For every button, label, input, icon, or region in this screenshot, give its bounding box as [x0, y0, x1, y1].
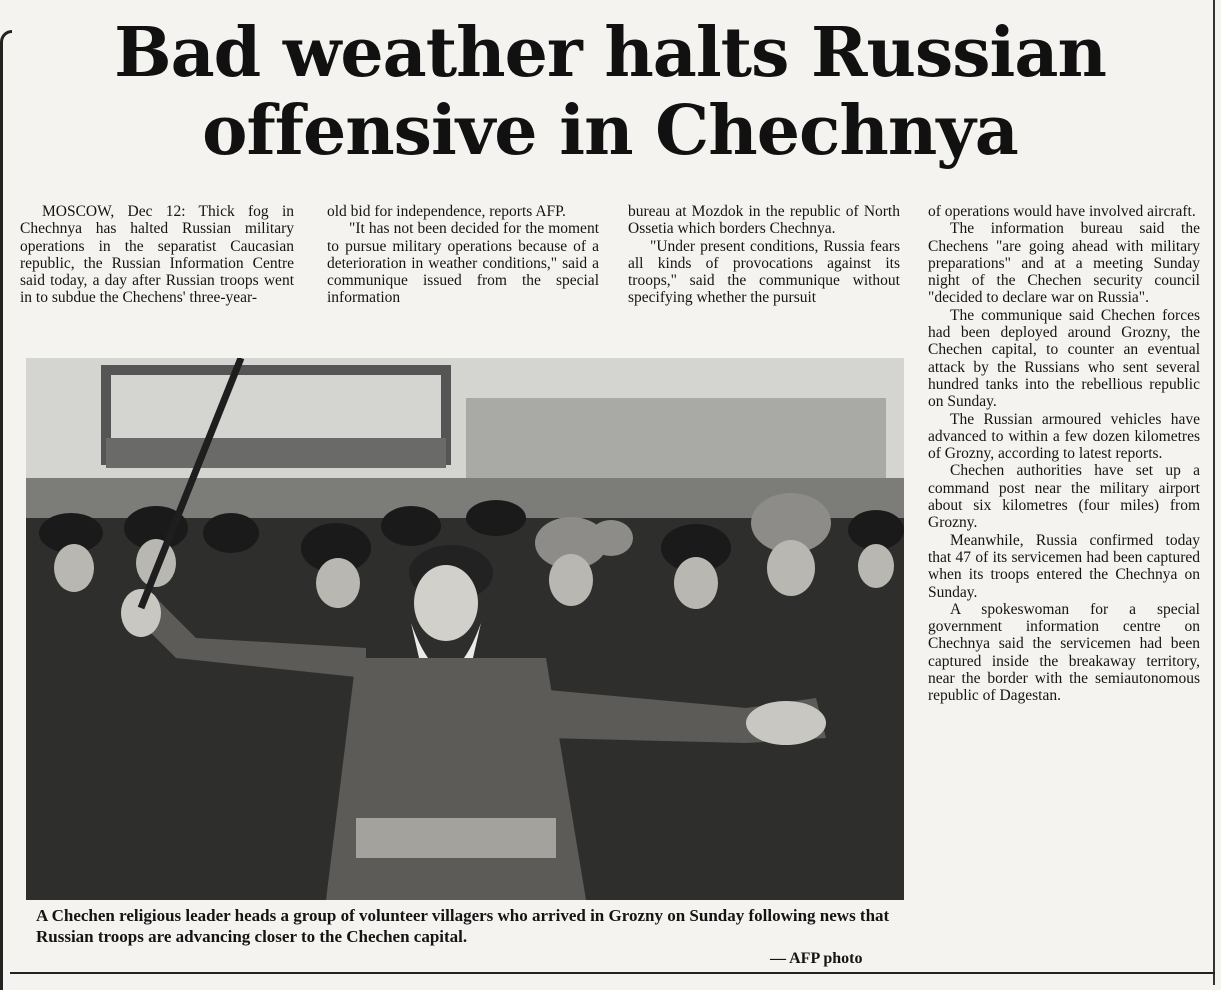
paragraph: Chechen authorities have set up a command post near the military airport about six kilometres (four miles) from Grozny.	[928, 462, 1200, 532]
crowd-photo-illustration	[26, 358, 904, 900]
paragraph: of operations would have involved aircraft.	[928, 203, 1196, 220]
news-photo	[26, 358, 904, 900]
photo-caption: A Chechen religious leader heads a group of volunteer villagers who arrived in Grozny on Sunday following news that Russian troops are advancing closer to the Chechen capital.	[36, 906, 890, 946]
paragraph: bureau at Mozdok in the republic of North Ossetia which borders Chechnya.	[628, 203, 900, 238]
article-column-4	[928, 203, 1200, 705]
paragraph: "Under present conditions, Russia fears all kinds of provocations against its troops," said the communique without specifying whether the pursuit	[628, 237, 900, 307]
paragraph: MOSCOW, Dec 12: Thick fog in Chechnya has halted Russian military operations in the separatist Caucasian republic, the Russian Information Centre said today, a day after Russian troops went in to subdue the Chechens' three-year-	[20, 203, 294, 307]
left-border-rule	[0, 30, 12, 990]
paragraph: old bid for independence, reports AFP.	[327, 203, 566, 220]
article-column-2	[327, 203, 599, 307]
paragraph: The information bureau said the Chechens "are going ahead with military preparations" and at a meeting Sunday night of the Chechen security council "decided to declare war on Russia".	[928, 220, 1200, 307]
paragraph: The communique said Chechen forces had been deployed around Grozny, the Chechen capital, to counter an eventual attack by the Russians who sent several hundred tanks into the rebellious republic on Sunday.	[928, 306, 1200, 411]
article-column-1	[20, 203, 294, 307]
paragraph: A spokeswoman for a special government information centre on Chechnya said the servicemen had been captured inside the breakaway territory, near the border with the semiautonomous republic of Dagestan.	[928, 600, 1200, 705]
article-column-3	[628, 203, 900, 307]
paragraph: Meanwhile, Russia confirmed today that 47 of its servicemen had been captured when its troops entered the Chechnya on Sunday.	[928, 531, 1200, 601]
paragraph: "It has not been decided for the moment to pursue military operations because of a deterioration in weather conditions," said a communique issued from the special information	[327, 220, 599, 307]
right-border-rule	[1213, 0, 1215, 985]
bottom-border-rule	[10, 972, 1215, 974]
paragraph: The Russian armoured vehicles have advanced to within a few dozen kilometres of Grozny, according to latest reports.	[928, 410, 1200, 463]
photo-credit: — AFP photo	[770, 950, 863, 967]
headline: Bad weather halts Russian offensive in Chechnya	[114, 13, 1106, 171]
